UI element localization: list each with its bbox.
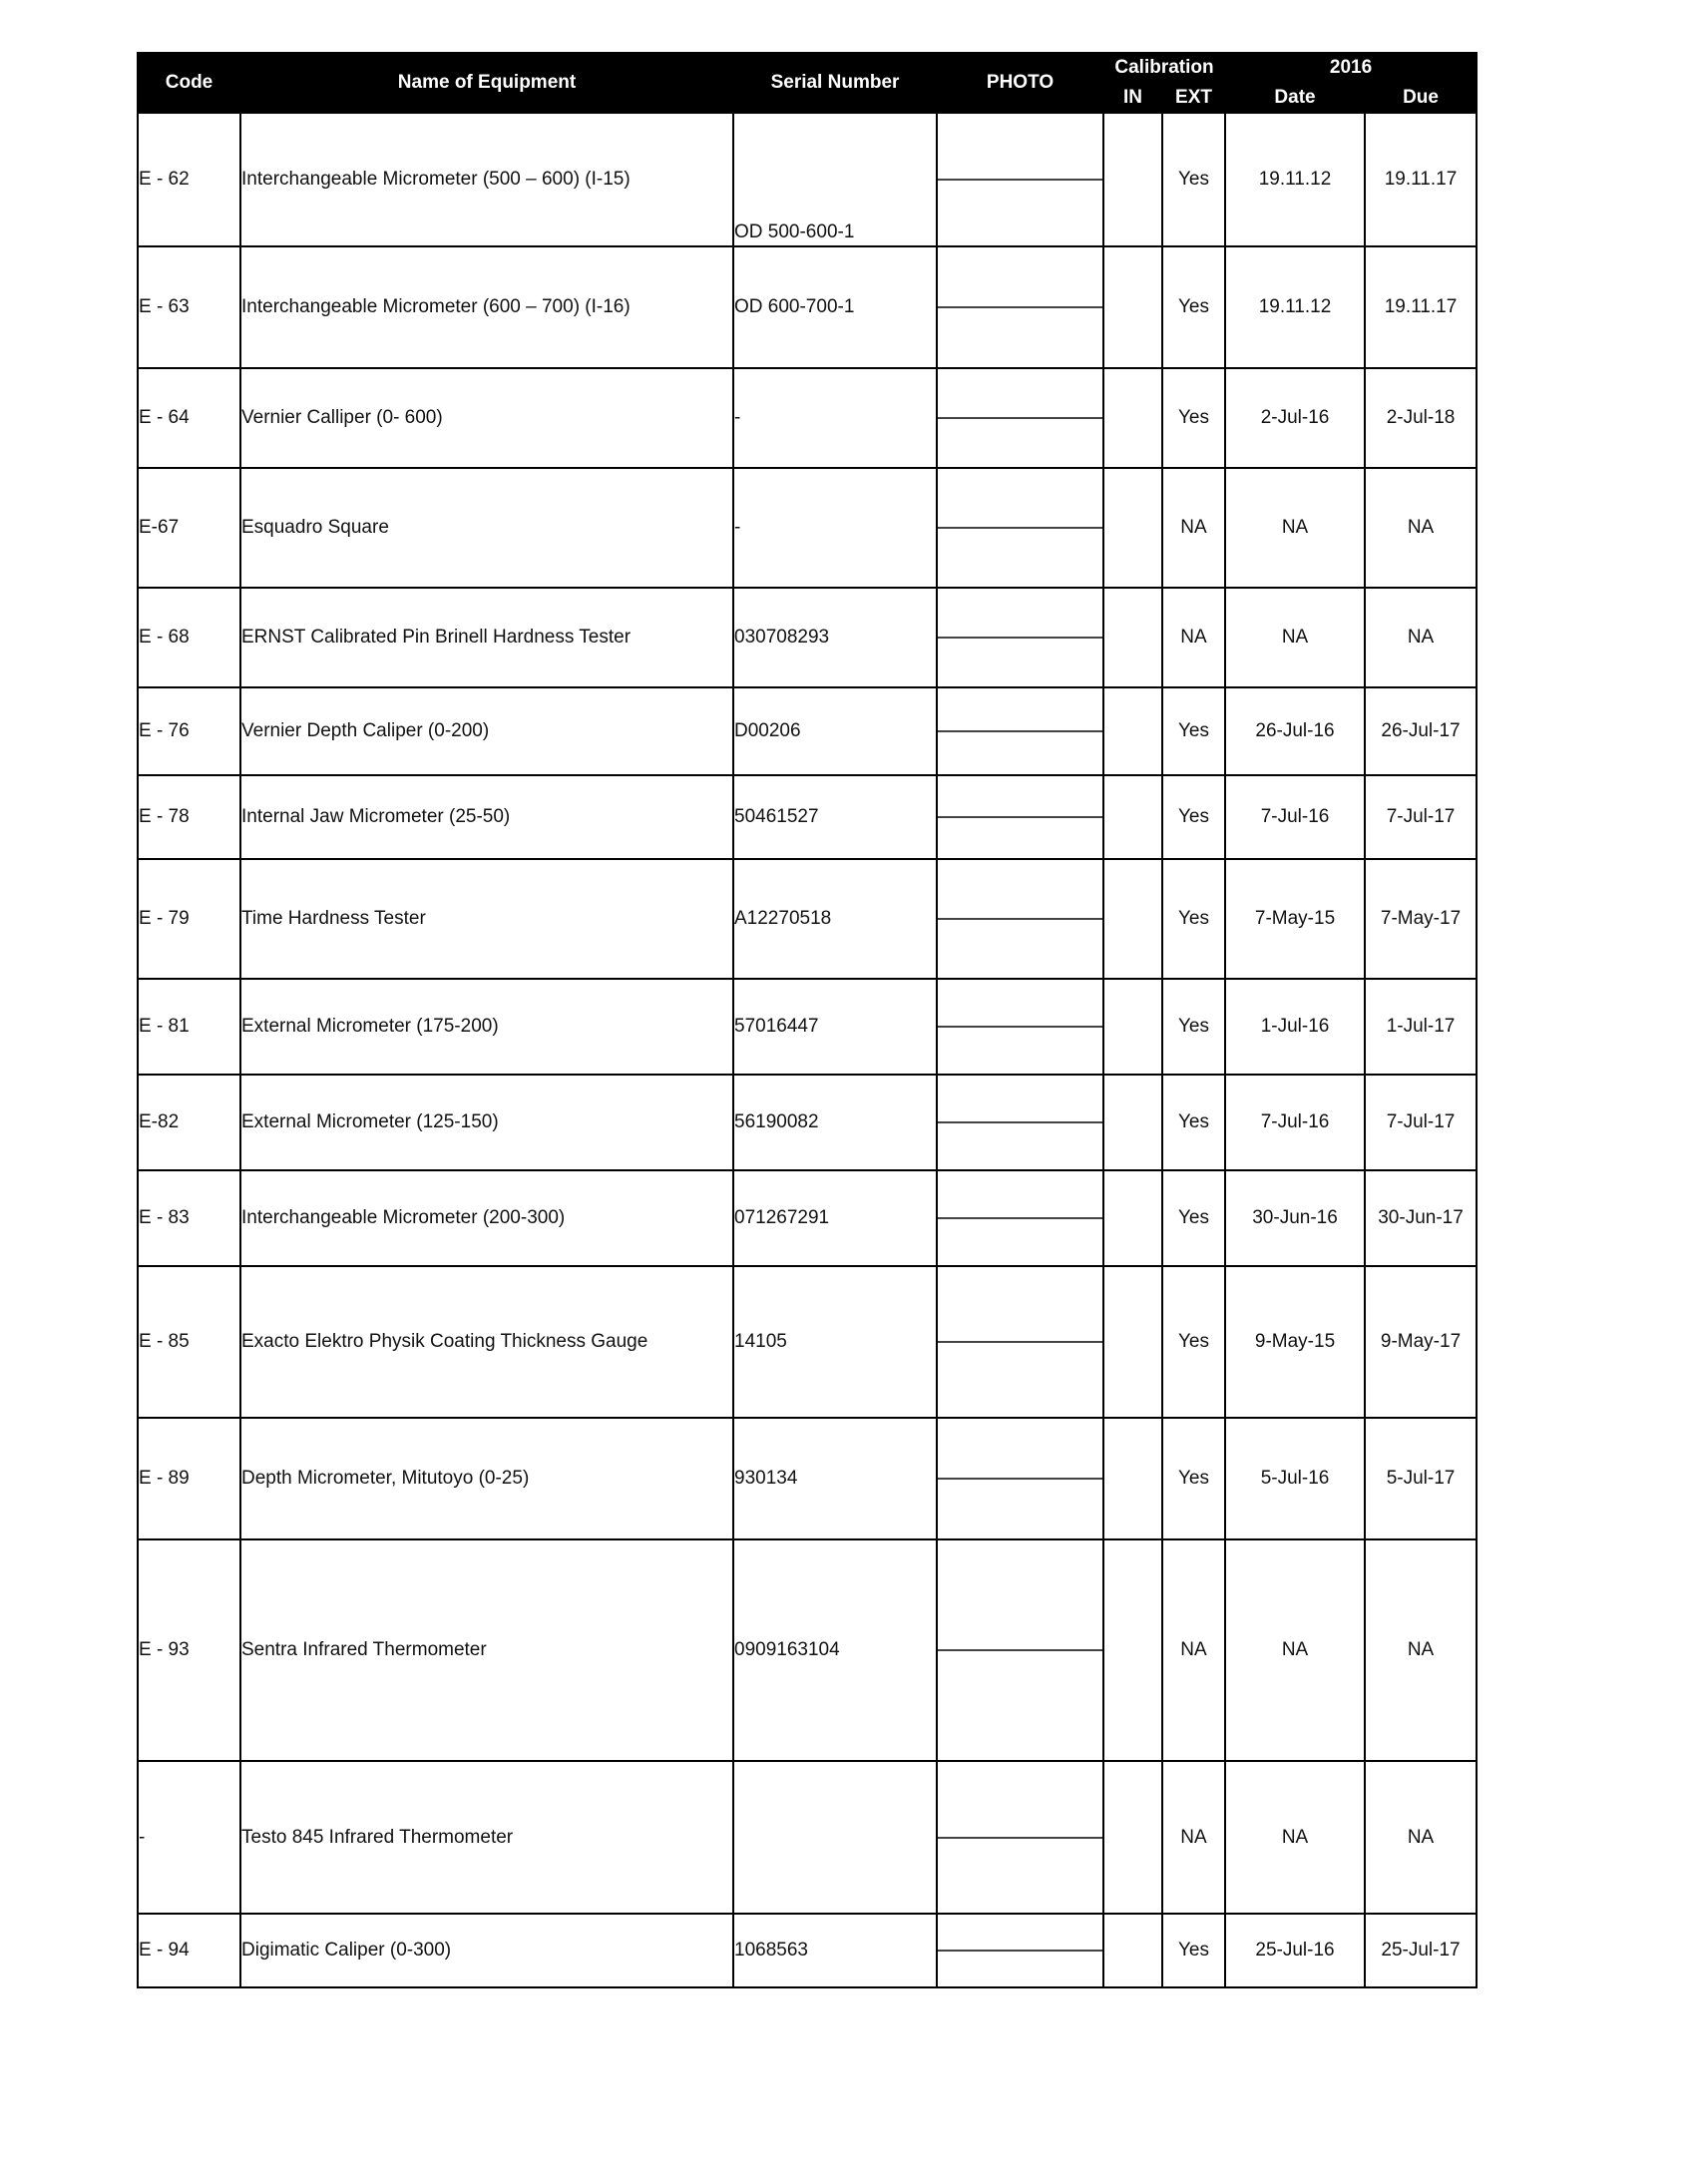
row-ext: Yes [1162,775,1225,859]
table-row [138,1539,1477,1761]
micrometer-in-wooden-case-photo [938,179,1102,181]
table-row [138,1266,1477,1418]
external-micrometer-photo [938,1121,1102,1123]
table-row [138,979,1477,1075]
row-name: Internal Jaw Micrometer (25-50) [240,775,733,859]
row-name: Interchangeable Micrometer (200-300) [240,1170,733,1266]
row-serial: 50461527 [733,775,937,859]
row-in [1103,1266,1162,1418]
row-code: E - 93 [138,1539,240,1761]
row-date: 7-May-15 [1225,859,1365,979]
row-code: E-67 [138,468,240,588]
table-row [138,775,1477,859]
internal-micrometer-photo [938,816,1102,818]
row-ext: Yes [1162,1075,1225,1170]
row-date: 19.11.12 [1225,246,1365,368]
row-photo [937,775,1103,859]
row-due: 25-Jul-17 [1365,1914,1477,1987]
row-ext: Yes [1162,246,1225,368]
row-serial: 930134 [733,1418,937,1539]
header-year: 2016 [1225,53,1477,83]
row-in [1103,588,1162,687]
row-due: 2-Jul-18 [1365,368,1477,468]
row-in [1103,1761,1162,1914]
row-name: External Micrometer (125-150) [240,1075,733,1170]
row-due: NA [1365,588,1477,687]
row-serial: 0909163104 [733,1539,937,1761]
row-in [1103,979,1162,1075]
row-date: 7-Jul-16 [1225,775,1365,859]
row-photo [937,859,1103,979]
row-ext: Yes [1162,687,1225,775]
row-due: 1-Jul-17 [1365,979,1477,1075]
row-serial: A12270518 [733,859,937,979]
row-due: 7-May-17 [1365,859,1477,979]
header-code: Code [138,53,240,113]
row-photo [937,687,1103,775]
row-photo [937,113,1103,246]
table-row [138,1170,1477,1266]
row-photo [937,246,1103,368]
hardness-tester-kit-photo [938,918,1102,920]
table-body [138,113,1477,1987]
thickness-gauge-case-photo [938,1341,1102,1343]
row-in [1103,368,1162,468]
row-in [1103,687,1162,775]
row-serial: 57016447 [733,979,937,1075]
row-code: E - 81 [138,979,240,1075]
row-serial: - [733,468,937,588]
row-due: 7-Jul-17 [1365,775,1477,859]
row-in [1103,1539,1162,1761]
row-ext: Yes [1162,113,1225,246]
row-date: NA [1225,468,1365,588]
row-photo [937,1170,1103,1266]
digimatic-caliper-photo [938,1950,1102,1952]
row-photo [937,468,1103,588]
row-due: 19.11.17 [1365,246,1477,368]
infrared-thermometer-case-photo [938,1649,1102,1651]
row-due: 19.11.17 [1365,113,1477,246]
row-in [1103,1914,1162,1987]
row-due: NA [1365,1761,1477,1914]
row-ext: Yes [1162,979,1225,1075]
row-photo [937,1418,1103,1539]
row-name: Vernier Depth Caliper (0-200) [240,687,733,775]
row-serial: 56190082 [733,1075,937,1170]
table-row [138,1761,1477,1914]
row-date: 1-Jul-16 [1225,979,1365,1075]
row-name: Time Hardness Tester [240,859,733,979]
square-plate-photo [938,527,1102,529]
row-name: Interchangeable Micrometer (500 – 600) (I-15) [240,113,733,246]
row-serial: 1068563 [733,1914,937,1987]
row-date: 26-Jul-16 [1225,687,1365,775]
row-code: E - 85 [138,1266,240,1418]
depth-micrometer-photo [938,1478,1102,1480]
row-in [1103,1075,1162,1170]
table-row [138,113,1477,246]
row-ext: Yes [1162,1914,1225,1987]
row-date: 30-Jun-16 [1225,1170,1365,1266]
row-name: External Micrometer (175-200) [240,979,733,1075]
row-due: 9-May-17 [1365,1266,1477,1418]
row-serial: OD 500-600-1 [733,113,937,246]
row-in [1103,775,1162,859]
row-photo [937,979,1103,1075]
row-name: ERNST Calibrated Pin Brinell Hardness Tester [240,588,733,687]
row-code: E - 63 [138,246,240,368]
header-photo: PHOTO [937,53,1103,113]
header-due: Due [1365,83,1477,113]
row-name: Testo 845 Infrared Thermometer [240,1761,733,1914]
table-row [138,687,1477,775]
header-calibration: Calibration [1103,53,1225,83]
external-micrometer-photo [938,1026,1102,1028]
row-serial: 14105 [733,1266,937,1418]
row-photo [937,1539,1103,1761]
row-in [1103,468,1162,588]
table-row [138,588,1477,687]
row-code: - [138,1761,240,1914]
row-serial: OD 600-700-1 [733,246,937,368]
header-name: Name of Equipment [240,53,733,113]
row-serial: D00206 [733,687,937,775]
row-code: E - 79 [138,859,240,979]
header-date: Date [1225,83,1365,113]
row-serial: 071267291 [733,1170,937,1266]
row-photo [937,588,1103,687]
row-photo [937,1761,1103,1914]
row-due: NA [1365,1539,1477,1761]
row-code: E - 78 [138,775,240,859]
header-in: IN [1103,83,1162,113]
row-ext: NA [1162,1539,1225,1761]
infrared-thermometer-photo [938,1837,1102,1839]
row-serial: 030708293 [733,588,937,687]
row-ext: NA [1162,1761,1225,1914]
row-ext: Yes [1162,859,1225,979]
row-code: E - 76 [138,687,240,775]
row-date: 5-Jul-16 [1225,1418,1365,1539]
row-serial [733,1761,937,1914]
header-ext: EXT [1162,83,1225,113]
row-name: Exacto Elektro Physik Coating Thickness Gauge [240,1266,733,1418]
row-due: 30-Jun-17 [1365,1170,1477,1266]
row-date: NA [1225,1539,1365,1761]
row-name: Depth Micrometer, Mitutoyo (0-25) [240,1418,733,1539]
row-name: Interchangeable Micrometer (600 – 700) (I-16) [240,246,733,368]
table-row [138,1914,1477,1987]
row-name: Esquadro Square [240,468,733,588]
row-date: 25-Jul-16 [1225,1914,1365,1987]
row-code: E - 89 [138,1418,240,1539]
row-ext: Yes [1162,1170,1225,1266]
interchangeable-micrometer-photo [938,1217,1102,1219]
row-date: 19.11.12 [1225,113,1365,246]
row-ext: Yes [1162,1266,1225,1418]
row-code: E - 64 [138,368,240,468]
table-row [138,859,1477,979]
row-photo [937,1914,1103,1987]
row-photo [937,1266,1103,1418]
row-ext: Yes [1162,1418,1225,1539]
row-date: NA [1225,588,1365,687]
row-serial: - [733,368,937,468]
row-name: Digimatic Caliper (0-300) [240,1914,733,1987]
row-ext: NA [1162,468,1225,588]
row-due: NA [1365,468,1477,588]
row-photo [937,368,1103,468]
row-code: E-82 [138,1075,240,1170]
depth-caliper-photo [938,730,1102,732]
hardness-tester-case-photo [938,637,1102,639]
table-row [138,468,1477,588]
row-in [1103,1170,1162,1266]
calliper-in-wooden-case-photo [938,417,1102,419]
micrometer-in-wooden-case-photo [938,306,1102,308]
row-date: 9-May-15 [1225,1266,1365,1418]
row-in [1103,246,1162,368]
table-row [138,1075,1477,1170]
row-in [1103,1418,1162,1539]
header-serial: Serial Number [733,53,937,113]
row-due: 5-Jul-17 [1365,1418,1477,1539]
equipment-table [137,52,1478,1988]
row-due: 26-Jul-17 [1365,687,1477,775]
row-photo [937,1075,1103,1170]
row-code: E - 68 [138,588,240,687]
row-date: NA [1225,1761,1365,1914]
row-ext: NA [1162,588,1225,687]
row-code: E - 83 [138,1170,240,1266]
row-date: 2-Jul-16 [1225,368,1365,468]
row-code: E - 62 [138,113,240,246]
table-row [138,368,1477,468]
row-date: 7-Jul-16 [1225,1075,1365,1170]
table-row [138,246,1477,368]
table-row [138,1418,1477,1539]
row-in [1103,859,1162,979]
row-in [1103,113,1162,246]
row-name: Vernier Calliper (0- 600) [240,368,733,468]
row-due: 7-Jul-17 [1365,1075,1477,1170]
row-code: E - 94 [138,1914,240,1987]
row-ext: Yes [1162,368,1225,468]
row-name: Sentra Infrared Thermometer [240,1539,733,1761]
